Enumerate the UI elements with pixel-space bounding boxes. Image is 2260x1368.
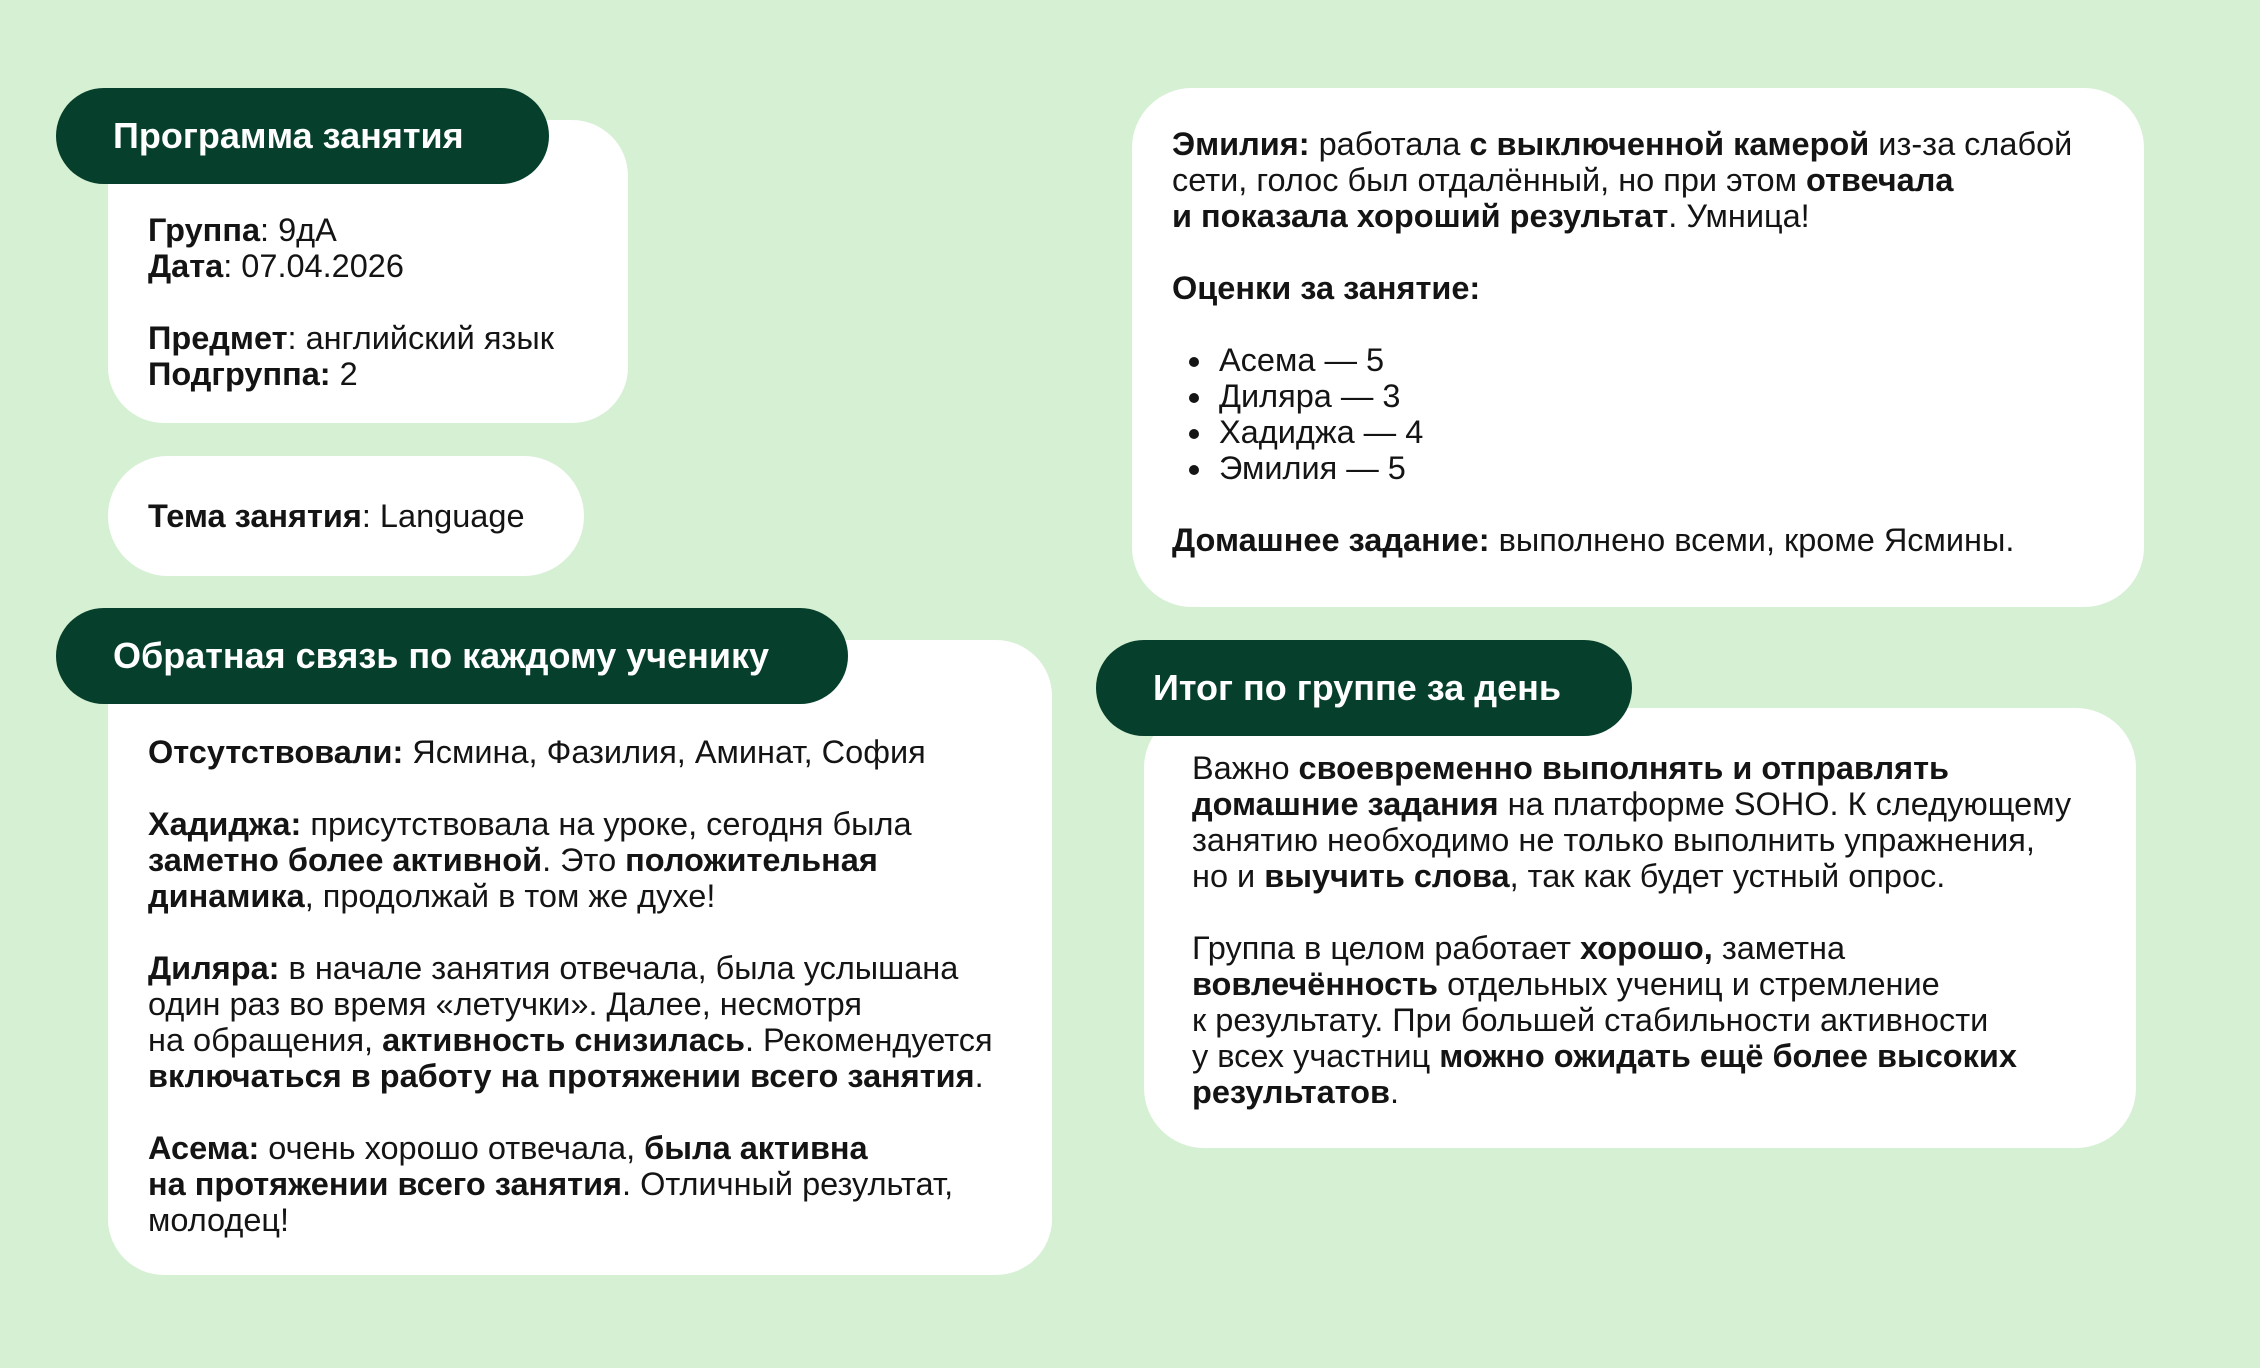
topic-card <box>108 456 584 576</box>
grade-item: Хадиджа — 4 <box>1172 414 2144 450</box>
emilia-grades-card <box>1132 88 2144 607</box>
feedback-emilia: Эмилия: работала с выключенной камерой из-за слабой сети, голос был отдалённый, но при этом отвечала и показала хороший результат. Умница! <box>1172 126 2073 234</box>
topic-line: Тема занятия: Language <box>148 498 525 534</box>
grade-item: Асема — 5 <box>1172 342 2144 378</box>
summary-card <box>1144 708 2136 1148</box>
summary-heading: Итог по группе за день <box>1096 640 1632 736</box>
program-heading: Программа занятия <box>56 88 549 184</box>
grade-item: Диляра — 3 <box>1172 378 2144 414</box>
group-line: Группа: 9дА <box>148 212 337 248</box>
feedback-heading: Обратная связь по каждому ученику <box>56 608 848 704</box>
date-line: Дата: 07.04.2026 <box>148 248 404 284</box>
feedback-dilyara: Диляра: в начале занятия отвечала, была услышана один раз во время «летучки». Далее, несмотря на обращения, активность снизилась. Рекомендуется включаться в работу на протяжении всего занятия. <box>148 950 993 1094</box>
absent-line: Отсутствовали: Ясмина, Фазилия, Аминат, София <box>148 734 926 770</box>
homework-line: Домашнее задание: выполнено всеми, кроме Ясмины. <box>1172 522 2015 558</box>
subgroup-line: Подгруппа: 2 <box>148 356 358 392</box>
grades-heading: Оценки за занятие: <box>1172 270 1481 306</box>
feedback-asema: Асема: очень хорошо отвечала, была активна на протяжении всего занятия. Отличный результат, молодец! <box>148 1130 954 1238</box>
summary-paragraph-1: Важно своевременно выполнять и отправлять домашние задания на платформе SOHO. К следующему занятию необходимо не только выполнить упражнения, но и выучить слова, так как будет устный опрос. <box>1192 750 2072 894</box>
grade-item: Эмилия — 5 <box>1172 450 2144 486</box>
feedback-khadija: Хадиджа: присутствовала на уроке, сегодня была заметно более активной. Это положительная динамика, продолжай в том же духе! <box>148 806 912 914</box>
subject-line: Предмет: английский язык <box>148 320 554 356</box>
feedback-card <box>108 640 1052 1275</box>
grades-list <box>1172 342 2144 486</box>
summary-paragraph-2: Группа в целом работает хорошо, заметна вовлечённость отдельных учениц и стремление к результату. При большей стабильности активности у всех участниц можно ожидать ещё более высоких результатов. <box>1192 930 2017 1110</box>
